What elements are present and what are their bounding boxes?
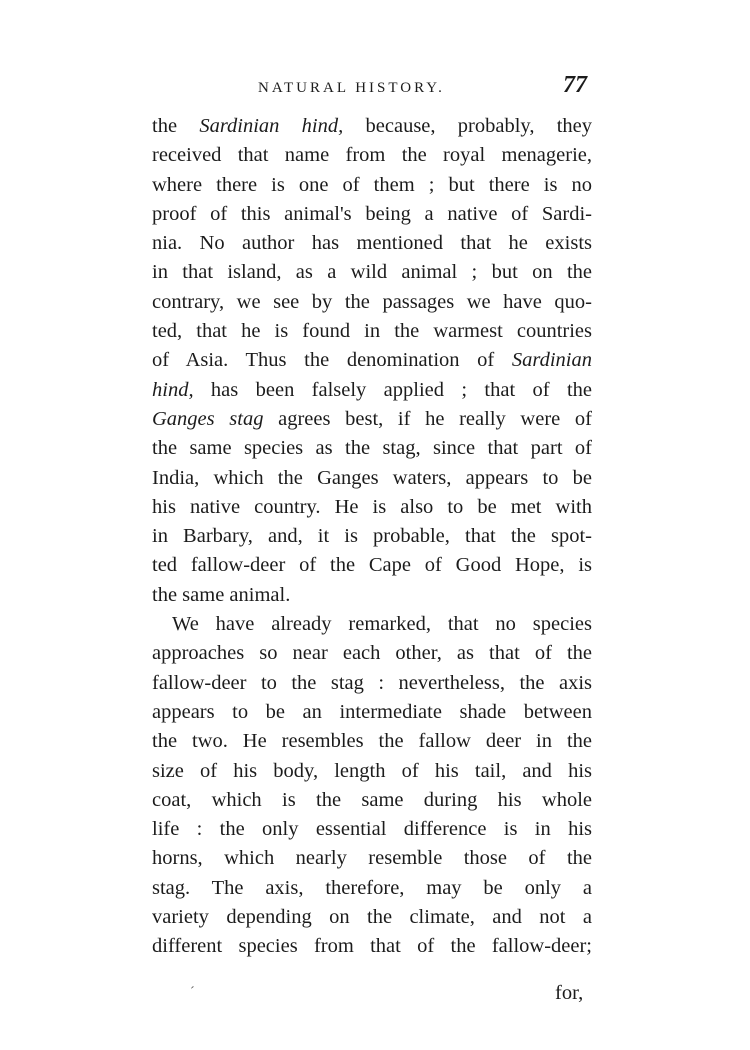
text-line [152,610,592,639]
text-segment: received that name from the royal menagerie, [152,144,592,167]
text-segment: because, probably, they [343,115,593,137]
text-line [152,815,592,844]
page-number: 77 [563,72,587,98]
text-segment: has been falsely applied ; that of the [193,378,592,401]
text-line [152,346,592,375]
text-line [152,376,592,405]
italic-text: Ganges stag [152,407,264,430]
text-line [152,844,592,873]
text-segment: approaches so near each other, as that of the [152,642,592,665]
text-segment: India, which the Ganges waters, appears to be [152,466,592,489]
text-line [152,317,592,346]
text-line [152,464,592,493]
text-segment: where there is one of them ; but there is no [152,173,592,196]
text-segment: ted, that he is found in the warmest countries [152,320,592,343]
text-segment: variety depending on the climate, and not a [152,906,592,929]
text-line [152,757,592,786]
italic-text: Sardinian hind, [199,115,344,137]
running-head: NATURAL HISTORY. [258,80,445,96]
text-segment: the [152,115,200,137]
text-segment: fallow-deer to the stag : nevertheless, the axis [152,671,592,694]
text-line [152,639,592,668]
text-segment: coat, which is the same during his whole [152,788,592,811]
text-line [152,229,592,258]
text-line [152,903,592,932]
text-segment: stag. The axis, therefore, may be only a [152,876,592,899]
text-segment: the same animal. [152,583,291,606]
text-line [152,434,592,463]
italic-text: Sardinian [511,349,592,372]
stray-mark: ´ [190,985,195,1000]
text-segment: ted fallow-deer of the Cape of Good Hope, is [152,554,592,577]
text-line [152,405,592,434]
text-line [152,727,592,756]
text-line [152,200,592,229]
body-text [152,112,592,962]
text-segment: his native country. He is also to be met with [152,495,592,518]
italic-text: hind, [152,378,194,401]
text-line [152,932,592,961]
text-segment: size of his body, length of his tail, and his [152,759,592,782]
text-line [152,874,592,903]
text-segment: nia. No author has mentioned that he exists [152,232,592,255]
text-segment: appears to be an intermediate shade between [152,700,592,723]
text-line [152,669,592,698]
text-segment: in that island, as a wild animal ; but on the [152,261,592,284]
text-line [152,171,592,200]
text-segment: the same species as the stag, since that part of [152,437,592,460]
text-line [152,493,592,522]
text-line [152,258,592,287]
text-segment: We have already remarked, that no species [172,613,592,636]
catchword: for, [555,982,584,1004]
text-segment: different species from that of the fallow-deer; [152,935,592,958]
text-line [152,288,592,317]
text-segment: proof of this animal's being a native of Sardi- [152,202,592,225]
text-line [152,522,592,551]
text-segment: life : the only essential difference is in his [152,818,592,841]
text-line [152,551,592,580]
text-segment: horns, which nearly resemble those of the [152,847,592,870]
text-segment: agrees best, if he really were of [263,407,592,430]
text-line [152,141,592,170]
text-segment: in Barbary, and, it is probable, that the spot- [152,525,592,548]
text-line [152,581,592,610]
text-segment: the two. He resembles the fallow deer in the [152,730,592,753]
text-segment: contrary, we see by the passages we have quo- [152,290,592,313]
text-segment: of Asia. Thus the denomination of [152,349,512,372]
text-line [152,786,592,815]
text-line [152,698,592,727]
text-line [152,112,592,141]
